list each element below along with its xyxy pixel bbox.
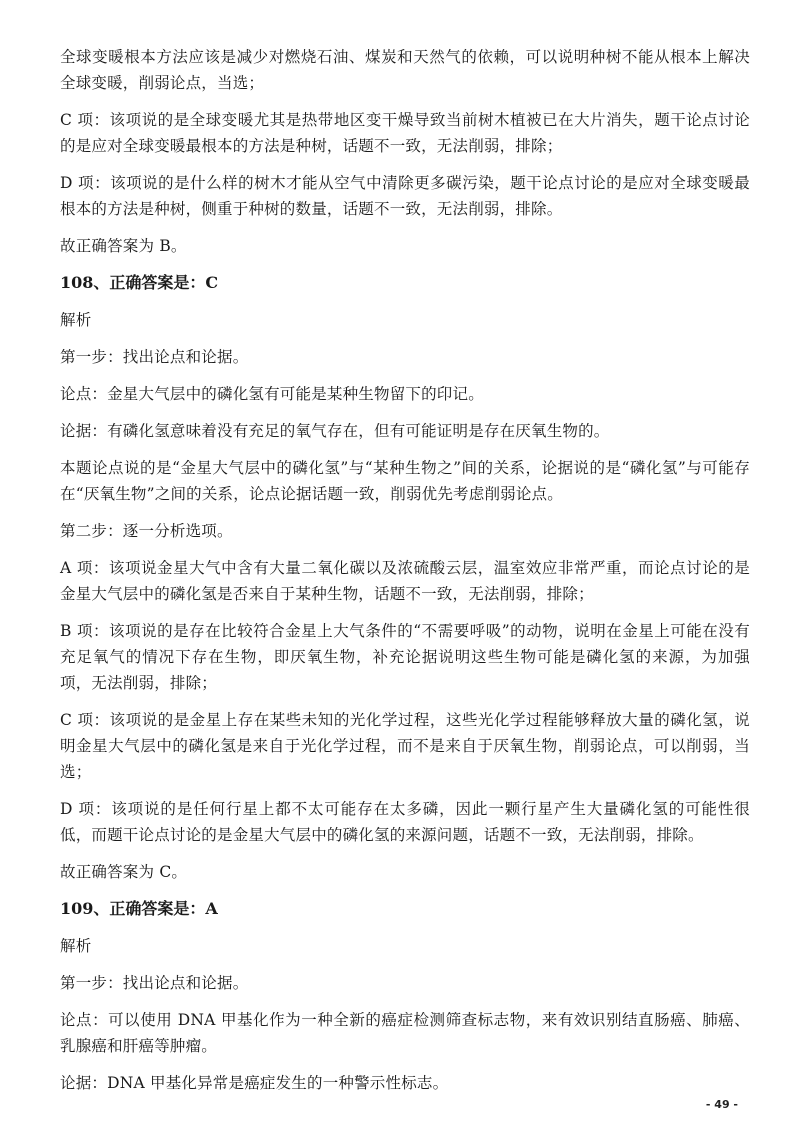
paragraph: 故正确答案为 C。	[60, 863, 188, 881]
document-body	[60, 44, 750, 1107]
paragraph: 故正确答案为 B。	[60, 237, 187, 255]
page-number: - 49 -	[705, 1098, 738, 1111]
paragraph: 解析	[60, 937, 92, 955]
paragraph: 第二步：逐一分析选项。	[60, 522, 233, 540]
paragraph: D 项：该项说的是什么样的树木才能从空气中清除更多碳污染，题干论点讨论的是应对全球变暖最根本的方法是种树，侧重于种树的数量，话题不一致，无法削弱，排除。	[60, 174, 750, 218]
paragraph: 论点：金星大气层中的磷化氢有可能是某种生物留下的印记。	[60, 385, 484, 403]
paragraph: 本题论点说的是“金星大气层中的磷化氢”与“某种生物之”间的关系，论据说的是“磷化氢”与可能存在“厌氧生物”之间的关系，论点论据话题一致，削弱优先考虑削弱论点。	[60, 459, 750, 503]
answer-heading: 108、正确答案是：C	[60, 273, 219, 292]
paragraph: C 项：该项说的是全球变暖尤其是热带地区变干燥导致当前树木植被已在大片消失，题干论点讨论的是应对全球变暖最根本的方法是种树，话题不一致，无法削弱，排除；	[60, 111, 750, 155]
paragraph: B 项：该项说的是存在比较符合金星上大气条件的“不需要呼吸”的动物，说明在金星上可能在没有充足氧气的情况下存在生物，即厌氧生物，补充论据说明这些生物可能是磷化氢的来源，为加强项，无法削弱，排除；	[60, 622, 750, 692]
paragraph: C 项：该项说的是金星上存在某些未知的光化学过程，这些光化学过程能够释放大量的磷化氢，说明金星大气层中的磷化氢是来自于光化学过程，而不是来自于厌氧生物，削弱论点，可以削弱，当选；	[60, 711, 750, 781]
paragraph: 解析	[60, 311, 92, 329]
paragraph: 第一步：找出论点和论据。	[60, 348, 249, 366]
answer-heading: 109、正确答案是：A	[60, 899, 218, 918]
paragraph: 第一步：找出论点和论据。	[60, 974, 249, 992]
paragraph: D 项：该项说的是任何行星上都不太可能存在太多磷，因此一颗行星产生大量磷化氢的可能性很低，而题干论点讨论的是金星大气层中的磷化氢的来源问题，话题不一致，无法削弱，排除。	[60, 800, 750, 844]
paragraph: 论点：可以使用 DNA 甲基化作为一种全新的癌症检测筛查标志物，来有效识别结直肠癌、肺癌、乳腺癌和肝癌等肿瘤。	[60, 1011, 750, 1055]
paragraph: 论据：DNA 甲基化异常是癌症发生的一种警示性标志。	[60, 1074, 449, 1092]
paragraph: 论据：有磷化氢意味着没有充足的氧气存在，但有可能证明是存在厌氧生物的。	[60, 422, 610, 440]
paragraph: A 项：该项说金星大气中含有大量二氧化碳以及浓硫酸云层，温室效应非常严重，而论点讨论的是金星大气层中的磷化氢是否来自于某种生物，话题不一致，无法削弱，排除；	[60, 559, 750, 603]
paragraph: 全球变暖根本方法应该是减少对燃烧石油、煤炭和天然气的依赖，可以说明种树不能从根本上解决全球变暖，削弱论点，当选；	[60, 48, 750, 92]
